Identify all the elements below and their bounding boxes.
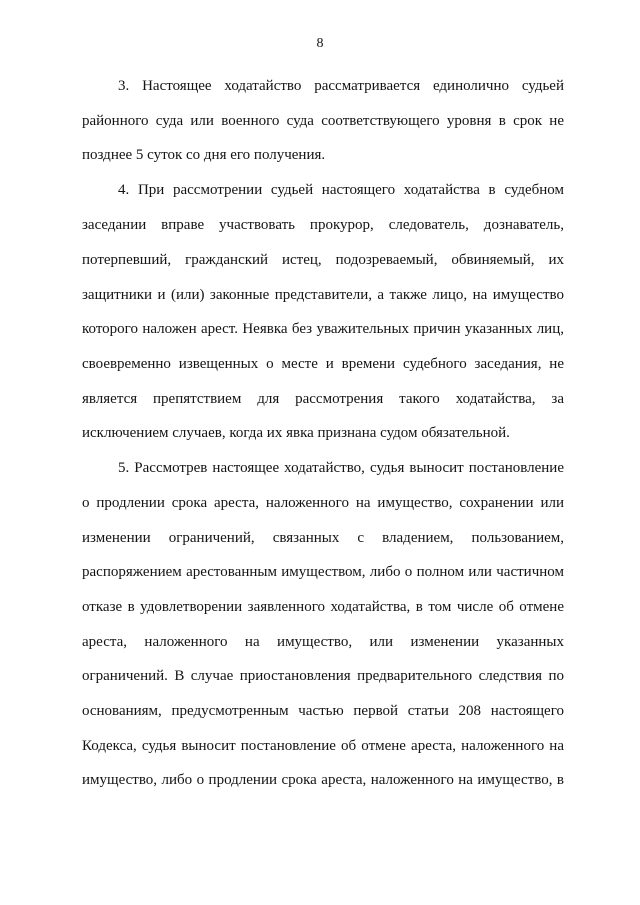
paragraph-3-line-3: позднее 5 суток со дня его получения. [82,147,326,163]
paragraph-4-line-7: является препятствием для рассмотрения такого ходатайства, за [82,391,564,407]
paragraph-5-line-8: основаниям, предусмотренным частью первой статьи 208 настоящего [82,703,564,719]
paragraph-5-line-7: ограничений. В случае приостановления предварительного следствия по [82,668,564,684]
paragraph-4-line-8: исключением случаев, когда их явка признана судом обязательной. [82,425,510,441]
paragraph-4-line-4: защитники и (или) законные представители, а также лицо, на имущество [82,287,564,303]
paragraph-5-line-5: отказе в удовлетворении заявленного ходатайства, в том числе об отмене [82,599,564,615]
paragraph-4-line-2: заседании вправе участвовать прокурор, следователь, дознаватель, [82,217,564,233]
paragraph-4-line-5: которого наложен арест. Неявка без уважительных причин указанных лиц, [82,321,564,337]
paragraph-5-line-6: ареста, наложенного на имущество, или изменении указанных [82,634,564,650]
paragraph-5-line-10: имущество, либо о продлении срока ареста, наложенного на имущество, в [82,772,564,788]
page-number: 8 [316,36,324,51]
paragraph-4-line-3: потерпевший, гражданский истец, подозреваемый, обвиняемый, их [82,252,564,268]
paragraph-5-line-2: о продлении срока ареста, наложенного на имущество, сохранении или [82,495,564,511]
paragraph-5-line-1: 5. Рассмотрев настоящее ходатайство, судья выносит постановление [118,460,564,476]
paragraph-4-line-6: своевременно извещенных о месте и времени судебного заседания, не [82,356,564,372]
paragraph-5-line-4: распоряжением арестованным имуществом, либо о полном или частичном [82,564,564,580]
paragraph-4-line-1: 4. При рассмотрении судьей настоящего ходатайства в судебном [118,182,564,198]
paragraph-5-line-9: Кодекса, судья выносит постановление об отмене ареста, наложенного на [82,738,564,754]
paragraph-5-line-3: изменении ограничений, связанных с владением, пользованием, [82,530,564,546]
paragraph-3-line-2: районного суда или военного суда соответствующего уровня в срок не [82,113,564,129]
paragraph-3-line-1: 3. Настоящее ходатайство рассматривается единолично судьей [118,78,564,94]
